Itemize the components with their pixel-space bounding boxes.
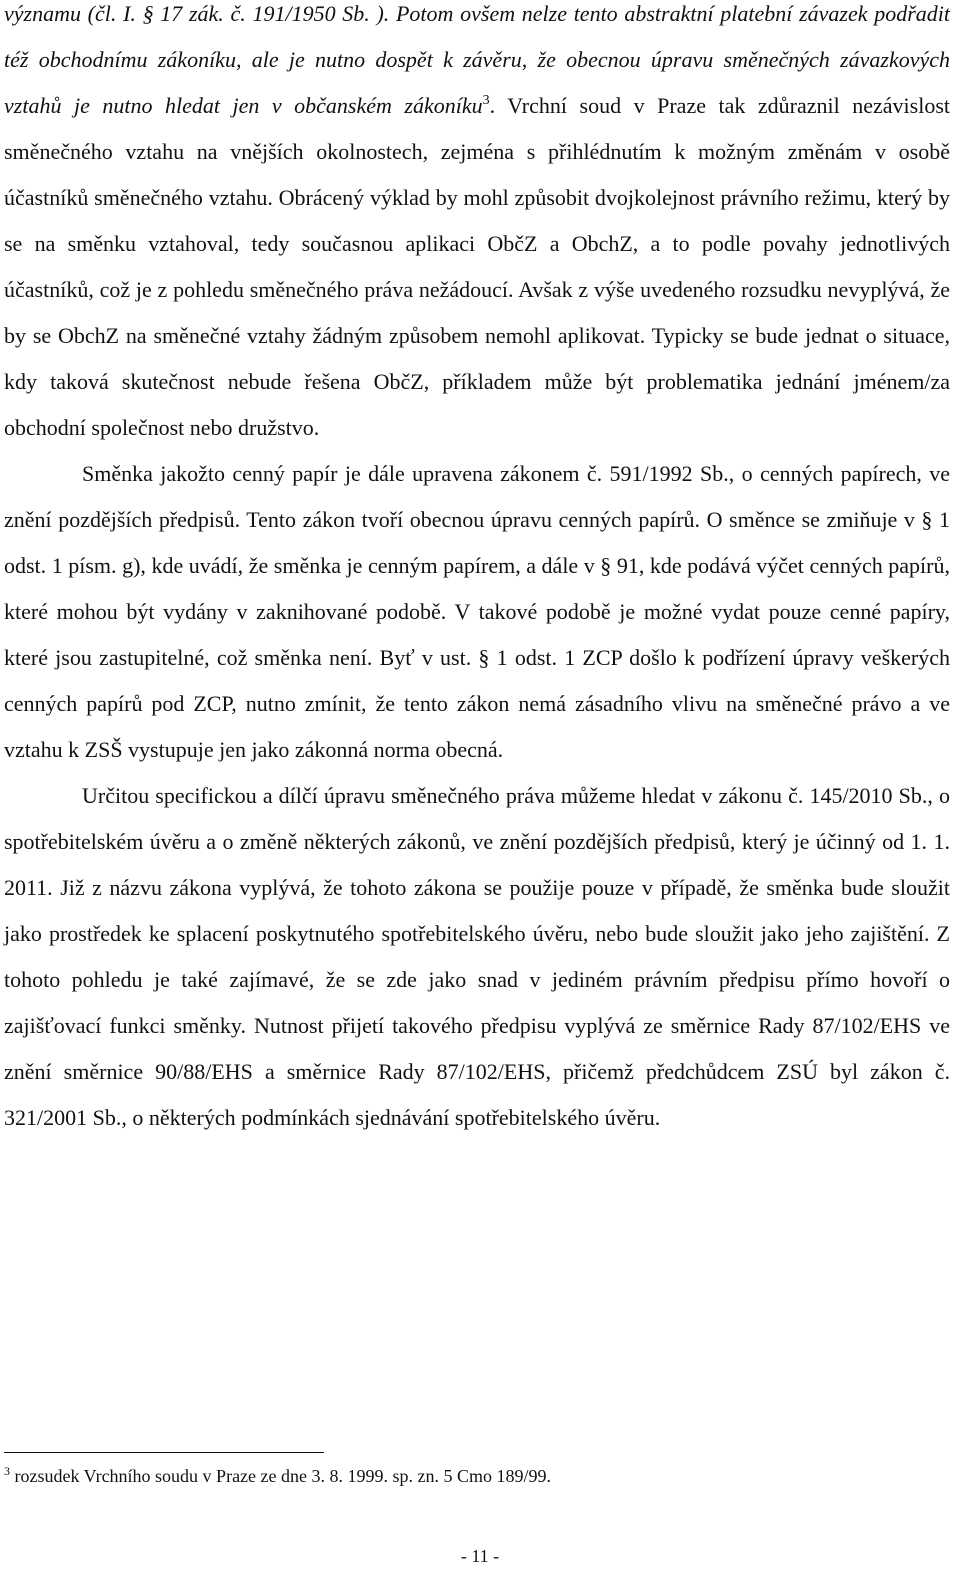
paragraph-1-italic-text: významu (čl. I. § 17 zák. č. 191/1950 Sb. ). Potom ovšem nelze tento abstraktní platební závazek podřadit též obchodnímu zákoníku, ale je nutno dospět k závěru, že obecnou úpravu směnečných závazkových vztahů je nutno hledat jen v občanském zákoníku: [4, 1, 950, 118]
footnote-reference: 3: [482, 93, 490, 108]
footnote-number: 3: [4, 1464, 10, 1478]
paragraph-1: [4, 0, 950, 451]
footnote-separator: [4, 1452, 324, 1453]
paragraph-2: Směnka jakožto cenný papír je dále upravena zákonem č. 591/1992 Sb., o cenných papírech, ve znění pozdějších předpisů. Tento zákon tvoří obecnou úpravu cenných papírů. O směnce se zmiňuje v § 1 odst. 1 písm. g), kde uvádí, že směnka je cenným papírem, a dále v § 91, kde podává výčet cenných papírů, které mohou být vydány v zaknihované podobě. V takové podobě je možné vydat pouze cenné papíry, které jsou zastupitelné, což směnka není. Byť v ust. § 1 odst. 1 ZCP došlo k podřízení úpravy veškerých cenných papírů pod ZCP, nutno zmínit, že tento zákon nemá zásadního vlivu na směnečné právo a ve vztahu k ZSŠ vystupuje jen jako zákonná norma obecná.: [4, 461, 950, 762]
document-body: [4, 0, 950, 1141]
footnote-text: rozsudek Vrchního soudu v Praze ze dne 3. 8. 1999. sp. zn. 5 Cmo 189/99.: [10, 1466, 552, 1486]
paragraph-3: Určitou specifickou a dílčí úpravu směnečného práva můžeme hledat v zákonu č. 145/2010 Sb., o spotřebitelském úvěru a o změně některých zákonů, ve znění pozdějších předpisů, který je účinný od 1. 1. 2011. Již z názvu zákona vyplývá, že tohoto zákona se použije pouze v případě, že směnka bude sloužit jako prostředek ke splacení poskytnutého spotřebitelského úvěru, nebo bude sloužit jako jeho zajištění. Z tohoto pohledu je také zajímavé, že se zde jako snad v jediném právním předpisu přímo hovoří o zajišťovací funkci směnky. Nutnost přijetí takového předpisu vyplývá ze směrnice Rady 87/102/EHS ve znění směrnice 90/88/EHS a směrnice Rady 87/102/EHS, přičemž předchůdcem ZSÚ byl zákon č. 321/2001 Sb., o některých podmínkách sjednávání spotřebitelského úvěru.: [4, 783, 950, 1130]
paragraph-1-text: . Vrchní soud v Praze tak zdůraznil nezávislost směnečného vztahu na vnějších okolnostech, zejména s přihlédnutím k možným změnám v osobě účastníků směnečného vztahu. Obrácený výklad by mohl způsobit dvojkolejnost právního režimu, který by se na směnku vztahoval, tedy současnou aplikaci ObčZ a ObchZ, a to podle povahy jednotlivých účastníků, což je z pohledu směnečného práva nežádoucí. Avšak z výše uvedeného rozsudku nevyplývá, že by se ObchZ na směnečné vztahy žádným způsobem nemohl aplikovat. Typicky se bude jednat o situace, kdy taková skutečnost nebude řešena ObčZ, příkladem může být problematika jednání jménem/za obchodní společnost nebo družstvo.: [4, 93, 950, 440]
page-number: - 11 -: [460, 1546, 500, 1566]
footnote: [4, 1464, 904, 1488]
